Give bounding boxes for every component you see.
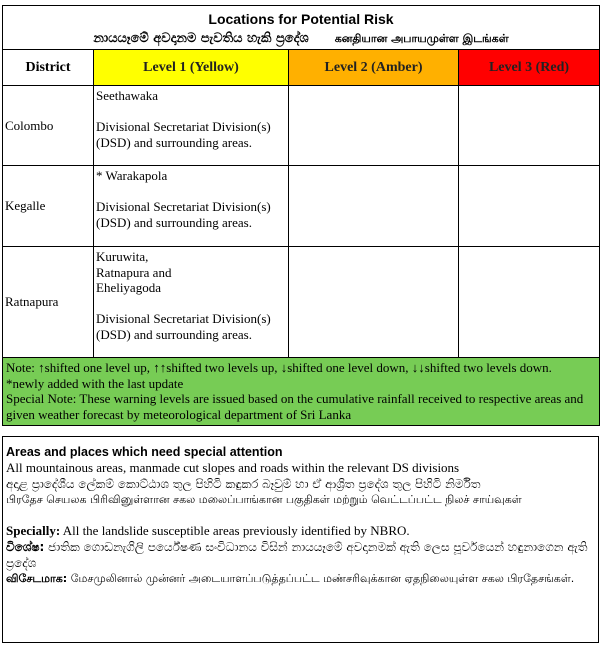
header-level2: Level 2 (Amber) — [289, 50, 459, 86]
level1-places: Seethawaka — [96, 88, 159, 103]
specially-tamil — [6, 571, 595, 587]
note-box — [3, 358, 600, 426]
level1-cell — [94, 86, 289, 166]
specially-sinhala — [6, 539, 595, 571]
risk-table — [2, 5, 600, 426]
special-attention-box — [2, 436, 599, 643]
specially-ta-label: விசேடமாக: — [6, 572, 68, 585]
table-row — [3, 86, 600, 166]
title-tamil: கனதியான அபாயமுள்ள இடங்கள் — [334, 31, 509, 45]
level1-places: * Warakapola — [96, 168, 168, 183]
level3-cell — [459, 166, 600, 247]
district-cell: Colombo — [3, 86, 94, 166]
specially-label: Specially: — [6, 523, 61, 538]
header-level1: Level 1 (Yellow) — [94, 50, 289, 86]
level2-cell — [289, 247, 459, 358]
level2-cell — [289, 86, 459, 166]
specially-ta-text: மேசமுலினால் முன்னர் அடையாளப்படுத்தப்பட்ட மண்சரிவுக்கான ஏதநிலையுள்ள சகல பிரதேசங்கள். — [67, 572, 575, 585]
header-district: District — [3, 50, 94, 86]
attention-sinhala: අදාළ ප්‍රාදේශීය ලේකම් කොට්ඨාශ තුල පිහිටි කඳුකර බෑවුම් හා ඒ ආශ්‍රිත ප්‍රදේශ තුල පිහිටි නිර්මිත — [6, 477, 481, 491]
specially-text: All the landslide susceptible areas previously identified by NBRO. — [60, 523, 410, 538]
level1-cell — [94, 247, 289, 358]
table-row — [3, 247, 600, 358]
district-cell: Ratnapura — [3, 247, 94, 358]
title-translations — [7, 29, 595, 49]
header-level3: Level 3 (Red) — [459, 50, 600, 86]
level1-places: Kuruwita, Ratnapura and Eheliyagoda — [96, 249, 172, 295]
table-row — [3, 166, 600, 247]
specially-si-label: විශේෂ: — [6, 540, 45, 554]
level1-dsd: Divisional Secretariat Division(s) (DSD) and surrounding areas. — [96, 311, 271, 342]
attention-english: All mountainous areas, manmade cut slopes and roads within the relevant DS divisions — [6, 460, 460, 475]
district-cell: Kegalle — [3, 166, 94, 247]
title-sinhala: නායයෑමේ අවදානම පැවතිය හැකි ප්‍රදේශ — [93, 30, 309, 46]
level1-dsd: Divisional Secretariat Division(s) (DSD) and surrounding areas. — [96, 199, 271, 230]
note-new: *newly added with the last update — [6, 375, 184, 391]
level2-cell — [289, 166, 459, 247]
specially-si-text: ජාතික ගොඩනැගිලි පර්යේෂණ සංවිධානය විසින් නායයෑමේ අවදානමක් ඇති ලෙස පූර්වයෙන් හඳුනාගෙන ඇති ප්‍රදේශ — [6, 540, 588, 570]
level3-cell — [459, 86, 600, 166]
level1-cell — [94, 166, 289, 247]
page-title: Locations for Potential Risk — [208, 10, 394, 27]
note-legend: Note: ↑shifted one level up, ↑↑shifted two levels up, ↓shifted one level down, ↓↓shifted two levels down. — [6, 360, 552, 375]
note-special: Special Note: These warning levels are issued based on the cumulative rainfall received to respective areas and given weather forecast by meteorological department of Sri Lanka — [6, 391, 584, 422]
level1-dsd: Divisional Secretariat Division(s) (DSD) and surrounding areas. — [96, 119, 271, 150]
attention-tamil: பிரதேச செயலக பிரிவினுள்ளான சகல மலைப்பாங்கான பகுதிகள் மற்றும் வெட்டப்பட்ட நிலச் சாய்வுகள் — [6, 493, 522, 506]
title-cell — [3, 6, 600, 50]
specially-english — [6, 523, 595, 539]
level3-cell — [459, 247, 600, 358]
attention-title: Areas and places which need special attention — [6, 445, 283, 459]
